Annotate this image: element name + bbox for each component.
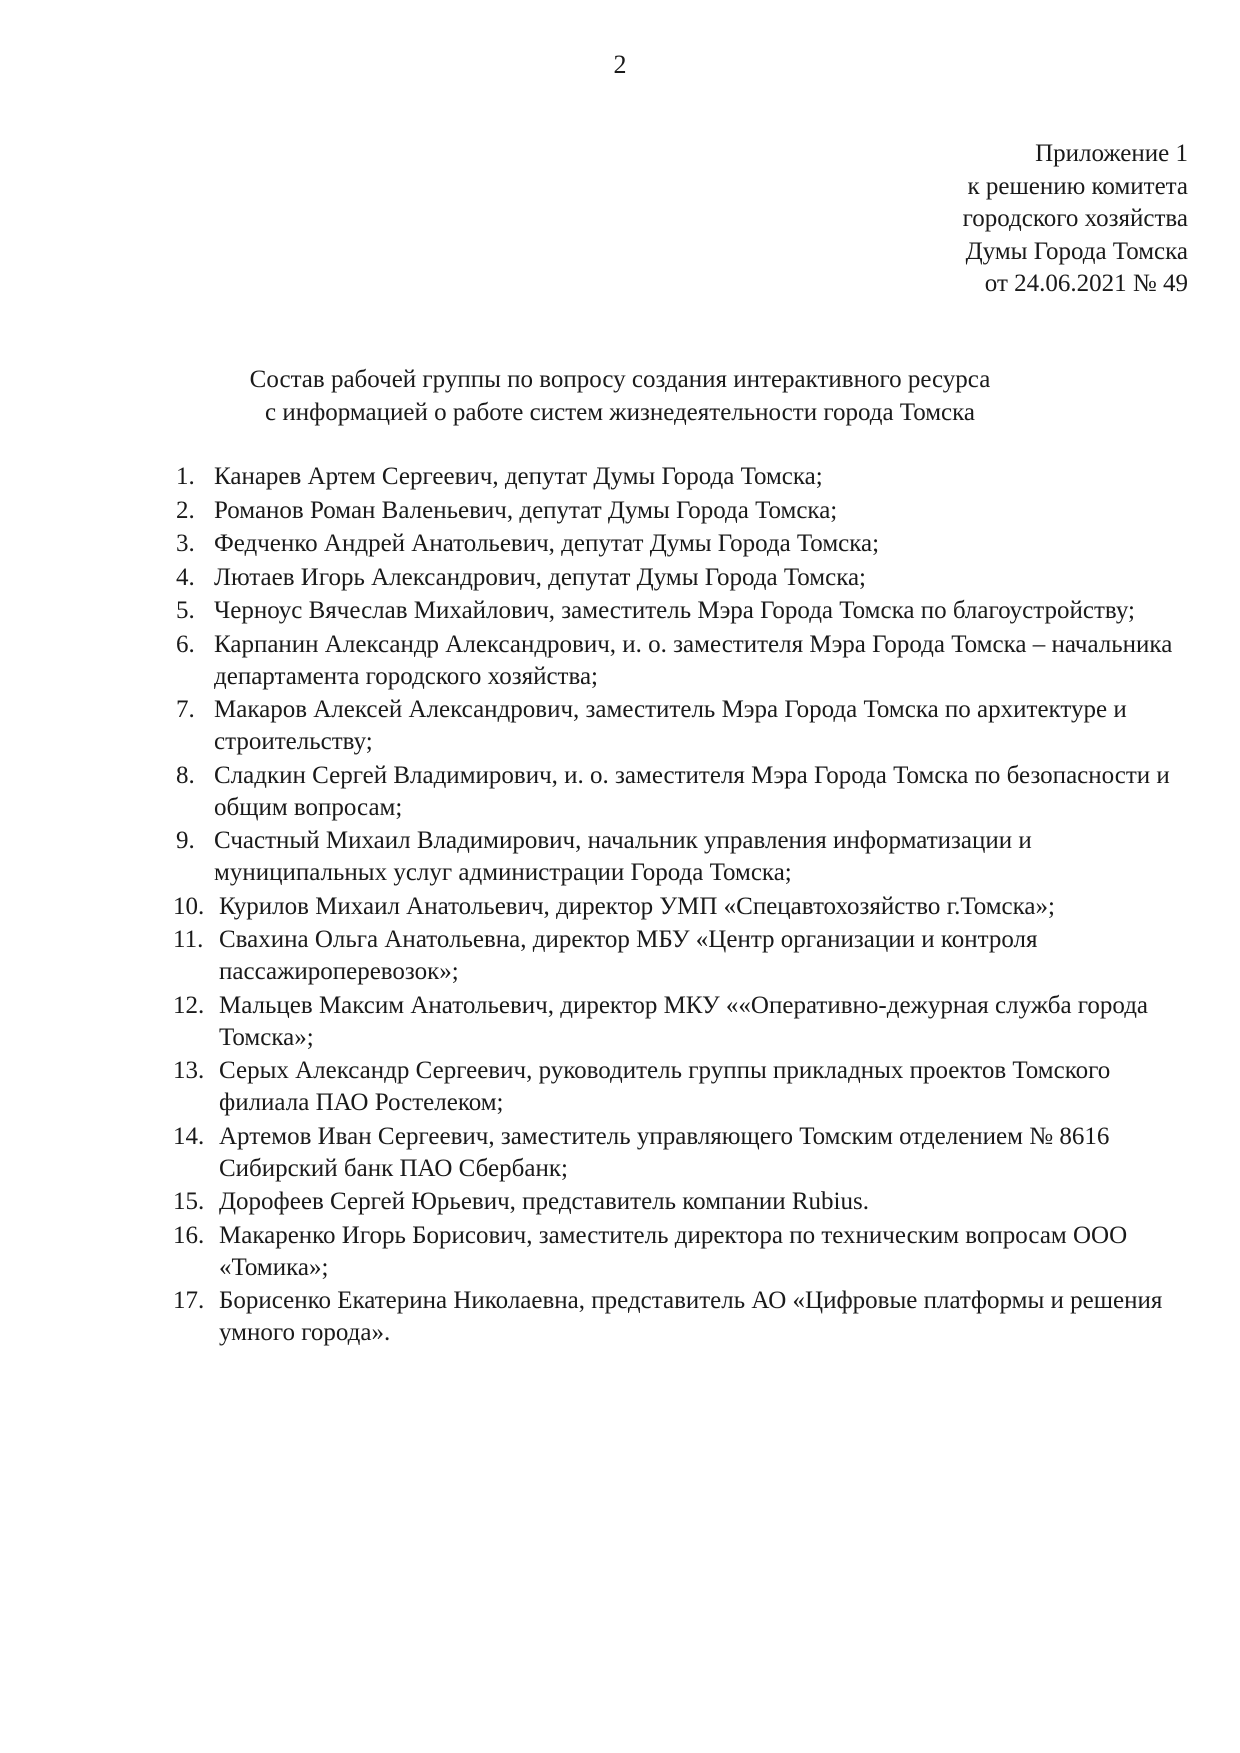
document-title-line: Состав рабочей группы по вопросу создания интерактивного ресурса xyxy=(249,366,991,393)
item-number: 8. xyxy=(176,761,195,789)
members-list xyxy=(173,461,1186,1351)
item-text: Курилов Михаил Анатольевич, директор УМП «Спецавтохозяйство г.Томска»; xyxy=(219,892,1055,920)
item-text: Борисенко Екатерина Николаевна, представитель АО «Цифровые платформы и решения умного города». xyxy=(219,1287,1163,1346)
item-number: 15. xyxy=(173,1188,205,1215)
list-item xyxy=(173,1055,1186,1119)
list-item xyxy=(173,1285,1186,1349)
item-number: 2. xyxy=(176,496,195,524)
item-number: 1. xyxy=(176,463,195,490)
list-item xyxy=(176,760,1186,824)
list-item xyxy=(173,891,1186,923)
list-item xyxy=(173,1220,1186,1284)
item-number: 4. xyxy=(176,563,195,591)
appendix-line: к решению комитета xyxy=(967,172,1188,200)
item-text: Свахина Ольга Анатольевна, директор МБУ «Центр организации и контроля пассажироперевозок»; xyxy=(219,926,1038,985)
item-number: 3. xyxy=(176,530,195,557)
item-number: 17. xyxy=(173,1287,205,1314)
item-text: Карпанин Александр Александрович, и. о. заместителя Мэра Города Томска – начальника департамента городского хозяйства; xyxy=(214,630,1173,690)
item-text: Сладкин Сергей Владимирович, и. о. заместителя Мэра Города Томска по безопасности и общим вопросам; xyxy=(214,761,1170,821)
item-text: Черноус Вячеслав Михайлович, заместитель Мэра Города Томска по благоустройству; xyxy=(214,597,1135,624)
item-text: Мальцев Максим Анатольевич, директор МКУ ««Оперативно-дежурная служба города Томска»; xyxy=(219,991,1149,1051)
item-number: 10. xyxy=(173,892,205,920)
appendix-line: от 24.06.2021 № 49 xyxy=(984,270,1188,297)
appendix-header xyxy=(963,138,1188,301)
item-number: 11. xyxy=(173,926,204,953)
item-text: Романов Роман Валеньевич, депутат Думы Города Томска; xyxy=(214,496,838,524)
item-number: 6. xyxy=(176,630,195,658)
list-item xyxy=(176,825,1186,889)
list-item xyxy=(176,528,1186,560)
item-number: 16. xyxy=(173,1221,205,1249)
item-text: Федченко Андрей Анатольевич, депутат Думы Города Томска; xyxy=(214,530,880,557)
item-number: 5. xyxy=(176,597,195,624)
item-text: Счастный Михаил Владимирович, начальник управления информатизации и муниципальных услуг администрации Города Томска; xyxy=(214,827,1032,886)
item-number: 7. xyxy=(176,696,195,723)
item-text: Дорофеев Сергей Юрьевич, представитель компании Rubius. xyxy=(219,1188,869,1215)
list-item xyxy=(173,990,1186,1054)
list-item xyxy=(173,1186,1186,1218)
appendix-line: городского хозяйства xyxy=(962,205,1188,232)
page-number: 2 xyxy=(613,50,627,79)
document-title-line: с информацией о работе систем жизнедеятельности города Томска xyxy=(264,399,976,426)
list-item xyxy=(173,1121,1186,1185)
list-item xyxy=(176,461,1186,493)
item-text: Лютаев Игорь Александрович, депутат Думы Города Томска; xyxy=(214,563,867,591)
item-number: 12. xyxy=(173,991,205,1019)
item-text: Серых Александр Сергеевич, руководитель группы прикладных проектов Томского филиала ПАО Ростелеком; xyxy=(219,1057,1111,1116)
item-number: 14. xyxy=(173,1122,205,1150)
list-item xyxy=(173,924,1186,988)
item-text: Макаренко Игорь Борисович, заместитель директора по техническим вопросам ООО «Томика»; xyxy=(219,1221,1128,1281)
item-number: 13. xyxy=(173,1057,205,1084)
item-number: 9. xyxy=(176,827,195,854)
list-item xyxy=(176,595,1186,627)
list-item xyxy=(176,629,1186,693)
item-text: Канарев Артем Сергеевич, депутат Думы Города Томска; xyxy=(214,463,823,490)
item-text: Макаров Алексей Александрович, заместитель Мэра Города Томска по архитектуре и строительству; xyxy=(214,696,1127,755)
list-item xyxy=(176,562,1186,594)
list-item xyxy=(176,694,1186,758)
appendix-line: Приложение 1 xyxy=(1035,140,1188,167)
item-text: Артемов Иван Сергеевич, заместитель управляющего Томским отделением № 8616 Сибирский банк ПАО Сбербанк; xyxy=(219,1122,1110,1182)
appendix-line: Думы Города Томска xyxy=(965,237,1188,265)
list-item xyxy=(176,495,1186,527)
document-title xyxy=(0,363,1240,429)
